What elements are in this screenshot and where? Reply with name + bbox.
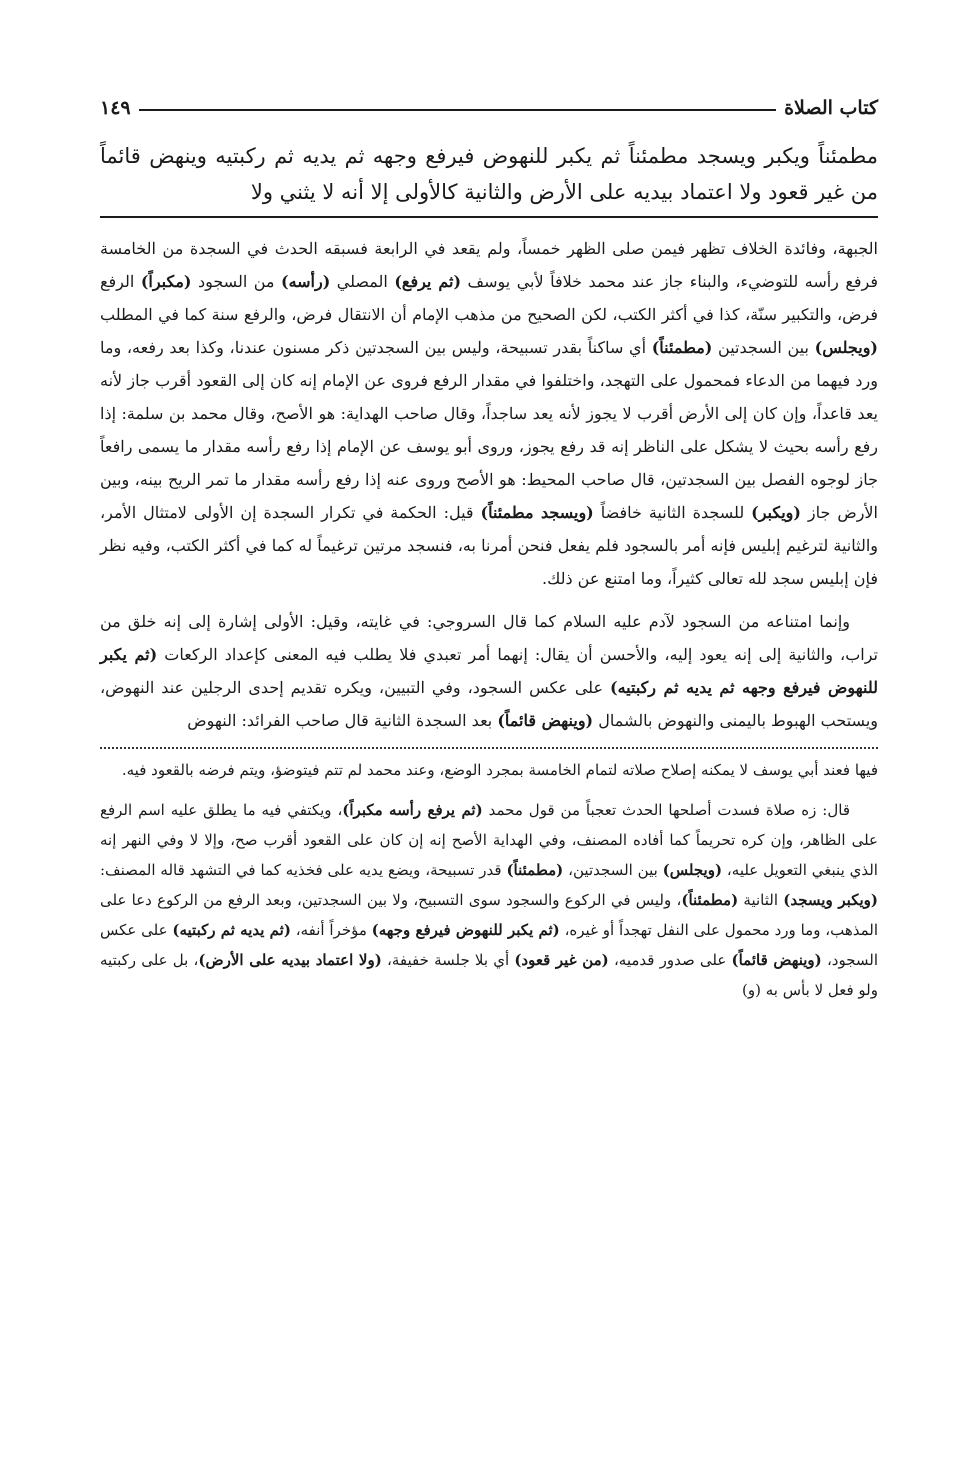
- bold-matn-quote: (ويكبر): [751, 503, 801, 522]
- main-text-divider: [100, 216, 878, 218]
- bold-matn-quote: (مكبراً): [140, 272, 192, 291]
- bold-matn-quote: (ثم يرفع رأسه مكبراً): [342, 801, 483, 819]
- running-header: [100, 92, 878, 124]
- bold-matn-quote: (ويكبر ويسجد): [783, 891, 878, 909]
- bold-matn-quote: (ويجلس): [814, 338, 878, 357]
- text-run: بين السجدتين: [712, 338, 815, 357]
- text-run: مؤخراً أنفه،: [290, 921, 372, 939]
- bold-matn-quote: (مطمئناً): [506, 861, 564, 879]
- commentary-paragraph-2: [100, 605, 878, 737]
- book-page: [100, 92, 878, 1005]
- bold-matn-quote: (ثم يكبر للنهوض فيرفع وجهه ثم يديه ثم ركبتيه): [100, 645, 878, 697]
- text-run: بين السجدتين،: [563, 861, 663, 879]
- bold-matn-quote: (ويجلس): [662, 861, 723, 879]
- bold-matn-quote: (وينهض قائماً): [497, 711, 594, 730]
- text-run: على صدور قدميه،: [608, 951, 732, 969]
- bold-matn-quote: (ثم يرفع): [394, 272, 462, 291]
- text-run: على عكس السجود، وفي التبيين، ويكره تقديم إحدى الرجلين عند النهوض، ويستحب الهبوط باليمنى والنهوض بالشمال: [100, 678, 878, 730]
- main-text: [100, 138, 878, 210]
- bold-matn-quote: (ولا اعتماد بيديه على الأرض): [198, 951, 382, 969]
- text-run: للسجدة الثانية خافضاً: [593, 503, 752, 522]
- text-run: وإنما امتناعه من السجود لآدم عليه السلام كما قال السروجي: في غايته، وقيل: الأولى إشارة إلى إنه خلق من تراب، والثانية إلى إنه يعود إليه، والأحسن أن يقال: إنهما أمر تعبدي فلا يطلب فيه المعنى كإعداد الركعات: [100, 612, 878, 664]
- text-run: الثانية: [738, 891, 784, 909]
- text-run: قيل: الحكمة في تكرار السجدة إن الأولى لامتثال الأمر، والثانية لترغيم إبليس فإنه أمر بالسجود فلم يفعل فنحن أمرنا به، فنسجد مرتين ترغيماً له كما في أكثر الكتب، وفيه نظر فإن إبليس سجد لله تعالى كثيراً، وما امتنع عن ذلك.: [100, 503, 878, 588]
- text-run: الرفع فرض، والتكبير سنّة، كذا في أكثر الكتب، لكن الصحيح من مذهب الإمام أن الانتقال فرض، والرفع سنة كما في المطلب: [100, 272, 878, 324]
- bold-matn-quote: (وينهض قائماً): [731, 951, 822, 969]
- lower-note: [100, 755, 878, 1005]
- text-run: ، بل على ركبتيه ولو فعل لا بأس به (و): [100, 951, 878, 999]
- text-run: ، ويكتفي فيه ما يطلق عليه اسم الرفع على الظاهر، وإن كره تحريماً كما أفاده المصنف، وفي الهداية الأصح إنه إن كان على القعود أقرب صح، وإلا لا وفي النهر إنه الذي ينبغي التعويل عليه،: [100, 801, 878, 879]
- lower-note-paragraph-1: فيها فعند أبي يوسف لا يمكنه إصلاح صلاته لتمام الخامسة بمجرد الوضع، وعند محمد لم تتم فيتوضؤ، ويتم فرضه بالقعود فيه.: [121, 761, 878, 779]
- running-title: كتاب الصلاة: [784, 97, 878, 119]
- bold-matn-quote: (رأسه): [281, 272, 331, 291]
- header-rule: [139, 109, 776, 111]
- dotted-divider: [100, 747, 878, 749]
- text-run: ، وليس في الركوع والسجود سوى التسبيح، ولا بين السجدتين، وبعد الرفع من الركوع دعا على المذهب، وما ورد محمول على النفل تهجداً أو غيره،: [100, 891, 879, 939]
- text-run: بعد السجدة الثانية قال صاحب الفرائد: النهوض: [187, 711, 498, 730]
- main-paragraph: مطمئناً ويكبر ويسجد مطمئناً ثم يكبر للنهوض فيرفع وجهه ثم يديه ثم ركبتيه وينهض قائماً من غير قعود ولا اعتماد بيديه على الأرض والثانية كالأولى إلا أنه لا يثني ولا: [100, 144, 878, 204]
- text-run: المصلي: [330, 272, 395, 291]
- bold-matn-quote: (ثم يديه ثم ركبتيه): [172, 921, 291, 939]
- bold-matn-quote: (مطمئناً): [651, 338, 713, 357]
- commentary: [100, 232, 878, 737]
- text-run: أي بلا جلسة خفيفة،: [381, 951, 515, 969]
- text-run: أي ساكناً بقدر تسبيحة، وليس بين السجدتين ذكر مسنون عندنا، وكذا بعد رفعه، وما ورد فيهما من الدعاء فمحمول على التهجد، واختلفوا في مقدار الرفع فروى عن الإمام إنه كان إلى القعود أقرب جاز لأنه يعد قاعداً، وإن كان إلى الأرض أقرب لا يجوز لأنه يعد ساجداً، وقال صاحب الهداية: هو الأصح، وقال محمد بن سلمة: إذا رفع رأسه بحيث لا يشكل على الناظر إنه قد رفع يجوز، وروى أبو يوسف عن الإمام إذا رفع رأسه مقدار ما يسمى رافعاً جاز لوجوه الفصل بين السجدتين، قال صاحب المحيط: هو الأصح وروى عنه إذا رفع رأسه مقدار ما تمر الريح بينه، وبين الأرض جاز: [100, 338, 879, 522]
- bold-matn-quote: (ويسجد مطمئناً): [480, 503, 594, 522]
- text-run: قال: زه صلاة فسدت أصلحها الحدث تعجباً من قول محمد: [482, 801, 850, 819]
- bold-matn-quote: (من غير قعود): [514, 951, 609, 969]
- lower-note-paragraph-2: [100, 795, 878, 1005]
- page-number: ١٤٩: [100, 97, 131, 119]
- text-run: الجبهة، وفائدة الخلاف تظهر فيمن صلى الظهر خمساً، ولم يقعد في الرابعة فسبقه الحدث في السجدة من الخامسة فرفع رأسه للتوضيء، والبناء جاز عند محمد خلافاً لأبي يوسف: [100, 239, 879, 291]
- commentary-paragraph-1: [100, 232, 878, 595]
- bold-matn-quote: (ثم يكبر للنهوض فيرفع وجهه): [371, 921, 560, 939]
- bold-matn-quote: (مطمئناً): [681, 891, 739, 909]
- text-run: على عكس السجود،: [100, 921, 879, 969]
- text-run: من السجود: [191, 272, 281, 291]
- text-run: قدر تسبيحة، ويضع يديه على فخذيه كما في التشهد قاله المصنف:: [100, 861, 507, 879]
